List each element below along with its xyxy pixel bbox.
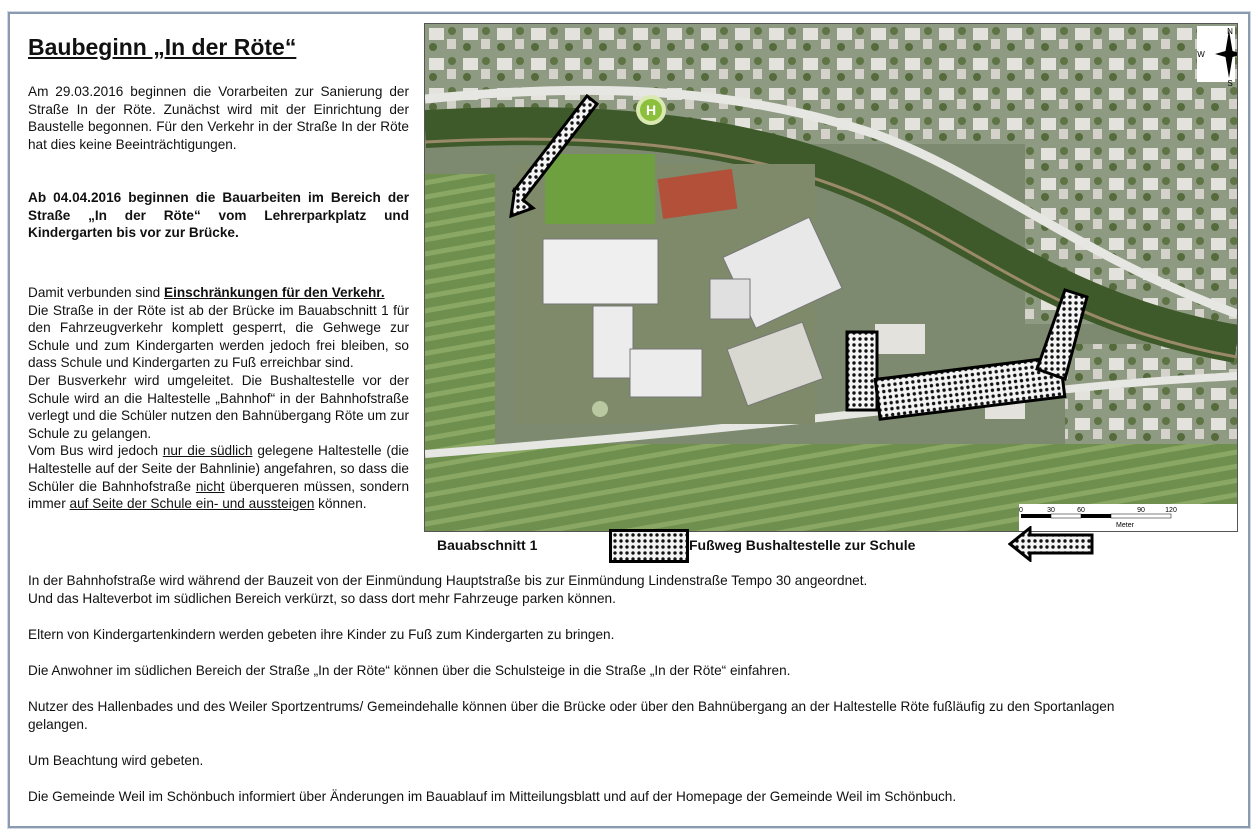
- scale-tick-90: 90: [1137, 507, 1145, 514]
- legend-arrow-icon: [1008, 526, 1096, 562]
- line-nutzer: Nutzer des Hallenbades und des Weiler Sportzentrums/ Gemeindehalle können über die Brücke oder über den Bahnübergang an der Haltestelle Röte fußläufig zu den Sportanlagen gelangen.: [28, 699, 1115, 732]
- legend-bauabschnitt: Bauabschnitt 1: [437, 537, 538, 553]
- legend-hatch-swatch: [609, 529, 689, 563]
- scale-tick-0: 0: [1019, 507, 1023, 514]
- intro-paragraph: [28, 83, 409, 153]
- line-tempo30: In der Bahnhofstraße wird während der Bauzeit von der Einmündung Hauptstraße bis zur Einmündung Lindenstraße Tempo 30 angeordnet.: [28, 573, 868, 588]
- line-gemeinde: Die Gemeinde Weil im Schönbuch informiert über Änderungen im Bauablauf im Mitteilungsblatt und auf der Homepage der Gemeinde Weil im Schönbuch.: [28, 789, 957, 804]
- compass-w: W: [1197, 50, 1205, 59]
- legend-fussweg: Fußweg Bushaltestelle zur Schule: [689, 537, 916, 553]
- aerial-map: [424, 23, 1238, 532]
- bus-stop-letter: H: [645, 102, 657, 118]
- paragraph-vorarbeiten: Am 29.03.2016 beginnen die Vorarbeiten zur Sanierung der Straße In der Röte. Zunächst wird mit der Einrichtung der Baustelle begonnen. Für den Verkehr in der Straße In der Röte hat dies keine Beeinträchtigungen.: [28, 84, 409, 152]
- bauarbeiten-paragraph: [28, 189, 409, 242]
- paragraph-haltestelle: Vom Bus wird jedoch nur die südlich gelegene Haltestelle (die Haltestelle auf der Seite der Bahnlinie) angefahren, so dass die Schüler die Bahnhofstraße nicht überqueren müssen, sondern immer auf Seite der Schule ein- und aussteigen können.: [28, 443, 409, 512]
- scale-unit: Meter: [1116, 522, 1134, 529]
- compass-n: N: [1227, 27, 1233, 36]
- paragraph-sperrung: Die Straße in der Röte ist ab der Brücke im Bauabschnitt 1 für den Fahrzeugverkehr komplett gesperrt, die Gehwege zur Schule und zum Kindergarten werden jedoch frei bleiben, so dass Schule und Kindergarten zu Fuß erreichbar sind.: [28, 302, 409, 371]
- paragraph-bauarbeiten: Ab 04.04.2016 beginnen die Bauarbeiten im Bereich der Straße „In der Röte“ vom Lehrerparkplatz und Kindergarten bis vor zur Brücke.: [28, 190, 409, 241]
- line-halteverbot: Und das Halteverbot im südlichen Bereich verkürzt, so dass dort mehr Fahrzeuge parken können.: [28, 591, 616, 606]
- line-beachtung: Um Beachtung wird gebeten.: [28, 753, 204, 768]
- page-title: Baubeginn „In der Röte“: [28, 34, 297, 60]
- line-eltern: Eltern von Kindergartenkindern werden gebeten ihre Kinder zu Fuß zum Kindergarten zu bringen.: [28, 627, 615, 642]
- compass-s: S: [1227, 79, 1233, 88]
- einschraenkungen-block: [28, 284, 409, 513]
- paragraph-einschraenkungen: Damit verbunden sind Einschränkungen für den Verkehr.: [28, 285, 385, 300]
- line-anwohner: Die Anwohner im südlichen Bereich der Straße „In der Röte“ können über die Schulsteige in die Straße „In der Röte“ einfahren.: [28, 663, 791, 678]
- scale-tick-30: 30: [1047, 507, 1055, 514]
- map-graphic: [425, 24, 1237, 531]
- paragraph-busverkehr: Der Busverkehr wird umgeleitet. Die Bushaltestelle vor der Schule wird an die Haltestelle „Bahnhof“ in der Bahnhofstraße verlegt und die Schüler nutzen den Bahnübergang Röte um zur Schule zu gelangen.: [28, 372, 409, 441]
- scale-tick-120: 120: [1165, 507, 1177, 514]
- einschraenkungen-heading: Einschränkungen für den Verkehr.: [164, 285, 385, 300]
- scale-tick-60: 60: [1077, 507, 1085, 514]
